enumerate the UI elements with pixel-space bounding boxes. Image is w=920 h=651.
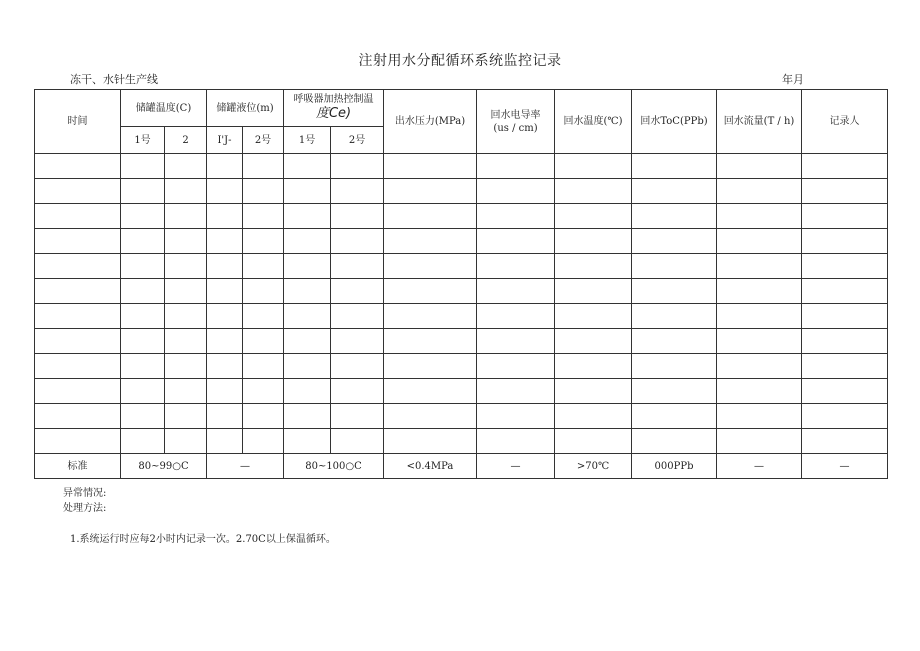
record-cell[interactable] [331, 354, 384, 379]
record-cell[interactable] [284, 329, 331, 354]
record-cell[interactable] [35, 254, 121, 279]
abnormal-situation-label: 异常情况: [63, 488, 107, 499]
record-cell[interactable] [555, 204, 632, 229]
record-cell[interactable] [802, 354, 888, 379]
monitoring-log-table [34, 89, 888, 479]
standard-recorder: — [802, 454, 888, 479]
record-cell[interactable] [331, 279, 384, 304]
record-cell[interactable] [121, 179, 165, 204]
record-cell[interactable] [632, 329, 717, 354]
record-cell[interactable] [331, 254, 384, 279]
production-line-label: 冻干、水针生产线 [70, 73, 158, 86]
record-cell[interactable] [632, 404, 717, 429]
record-cell[interactable] [243, 254, 284, 279]
record-cell[interactable] [802, 204, 888, 229]
record-cell[interactable] [207, 279, 243, 304]
date-label: 年月 [782, 73, 804, 86]
subheader-tank-temp-1: 1号 [121, 127, 165, 154]
record-cell[interactable] [121, 154, 165, 179]
record-cell[interactable] [165, 279, 207, 304]
record-cell[interactable] [35, 354, 121, 379]
record-cell[interactable] [165, 429, 207, 454]
record-cell[interactable] [632, 154, 717, 179]
return-conductivity-line1: 回水电导率 [490, 109, 541, 121]
record-cell[interactable] [165, 179, 207, 204]
record-cell[interactable] [121, 304, 165, 329]
record-cell[interactable] [165, 204, 207, 229]
standard-tank-temp: 80~99○C [121, 454, 207, 479]
instruction-note: 1.系统运行时应每2小时内记录一次。2.70C以上保温循环。 [70, 534, 336, 545]
record-cell[interactable] [284, 354, 331, 379]
record-cell[interactable] [632, 429, 717, 454]
record-cell[interactable] [165, 354, 207, 379]
record-cell[interactable] [35, 379, 121, 404]
record-cell[interactable] [165, 379, 207, 404]
record-cell[interactable] [207, 329, 243, 354]
blank-record-rows [35, 154, 888, 454]
record-cell[interactable] [802, 404, 888, 429]
record-cell[interactable] [632, 204, 717, 229]
record-cell[interactable] [284, 154, 331, 179]
standard-breather-temp: 80~100○C [284, 454, 384, 479]
record-cell[interactable] [243, 204, 284, 229]
record-cell[interactable] [331, 229, 384, 254]
record-cell[interactable] [331, 329, 384, 354]
record-cell[interactable] [121, 279, 165, 304]
record-cell[interactable] [555, 254, 632, 279]
record-cell[interactable] [384, 254, 477, 279]
record-cell[interactable] [121, 329, 165, 354]
record-cell[interactable] [331, 304, 384, 329]
record-cell[interactable] [717, 229, 802, 254]
record-cell[interactable] [632, 229, 717, 254]
record-cell[interactable] [384, 204, 477, 229]
record-cell[interactable] [165, 329, 207, 354]
record-cell[interactable] [331, 379, 384, 404]
record-cell[interactable] [477, 404, 555, 429]
record-cell[interactable] [207, 379, 243, 404]
record-cell[interactable] [802, 279, 888, 304]
record-cell[interactable] [555, 429, 632, 454]
header-return-conductivity [477, 90, 555, 154]
record-cell[interactable] [384, 354, 477, 379]
record-cell[interactable] [477, 304, 555, 329]
record-cell[interactable] [632, 379, 717, 404]
record-cell[interactable] [284, 254, 331, 279]
standard-return-toc: 000PPb [632, 454, 717, 479]
record-cell[interactable] [384, 154, 477, 179]
record-cell[interactable] [331, 179, 384, 204]
record-cell[interactable] [477, 204, 555, 229]
record-cell[interactable] [207, 304, 243, 329]
record-row [35, 404, 888, 429]
record-cell[interactable] [331, 204, 384, 229]
record-cell[interactable] [717, 329, 802, 354]
standard-label: 标准 [35, 454, 121, 479]
record-cell[interactable] [35, 329, 121, 354]
record-row [35, 329, 888, 354]
record-cell[interactable] [555, 179, 632, 204]
record-cell[interactable] [243, 404, 284, 429]
handling-method-label: 处理方法: [63, 503, 107, 514]
record-cell[interactable] [165, 304, 207, 329]
record-cell[interactable] [35, 204, 121, 229]
record-cell[interactable] [632, 179, 717, 204]
record-cell[interactable] [35, 279, 121, 304]
record-cell[interactable] [243, 229, 284, 254]
record-cell[interactable] [207, 354, 243, 379]
record-cell[interactable] [384, 279, 477, 304]
record-row [35, 379, 888, 404]
record-cell[interactable] [802, 429, 888, 454]
record-cell[interactable] [121, 254, 165, 279]
record-cell[interactable] [802, 379, 888, 404]
record-row [35, 304, 888, 329]
record-cell[interactable] [284, 179, 331, 204]
subheader-tank-level-1: I'J- [207, 127, 243, 154]
record-cell[interactable] [207, 154, 243, 179]
return-conductivity-line2: (us / cm) [493, 122, 538, 134]
record-cell[interactable] [284, 404, 331, 429]
record-cell[interactable] [243, 354, 284, 379]
page-title: 注射用水分配循环系统监控记录 [358, 53, 562, 69]
header-tank-level: 储罐液位(m) [207, 90, 284, 127]
record-cell[interactable] [207, 404, 243, 429]
standard-return-conductivity: — [477, 454, 555, 479]
record-cell[interactable] [477, 379, 555, 404]
header-breather-temp [284, 90, 384, 127]
record-cell[interactable] [717, 279, 802, 304]
record-cell[interactable] [121, 379, 165, 404]
record-cell[interactable] [284, 279, 331, 304]
record-cell[interactable] [35, 429, 121, 454]
record-cell[interactable] [243, 379, 284, 404]
header-tank-temp: 储罐温度(C) [121, 90, 207, 127]
record-row [35, 204, 888, 229]
record-row [35, 154, 888, 179]
record-cell[interactable] [243, 304, 284, 329]
record-cell[interactable] [243, 179, 284, 204]
standard-tank-level: — [207, 454, 284, 479]
record-cell[interactable] [121, 204, 165, 229]
breather-temp-line1: 呼吸器加热控制温 [293, 94, 374, 106]
record-cell[interactable] [717, 404, 802, 429]
record-row [35, 354, 888, 379]
subheader-breather-1: 1号 [284, 127, 331, 154]
record-cell[interactable] [331, 154, 384, 179]
record-cell[interactable] [477, 254, 555, 279]
header-return-flow: 回水流量(T / h) [717, 90, 802, 154]
record-cell[interactable] [243, 429, 284, 454]
record-cell[interactable] [477, 279, 555, 304]
record-cell[interactable] [121, 229, 165, 254]
record-cell[interactable] [477, 154, 555, 179]
record-cell[interactable] [555, 404, 632, 429]
record-cell[interactable] [284, 304, 331, 329]
record-cell[interactable] [477, 229, 555, 254]
record-cell[interactable] [384, 404, 477, 429]
record-cell[interactable] [384, 179, 477, 204]
record-cell[interactable] [632, 254, 717, 279]
record-cell[interactable] [35, 179, 121, 204]
record-cell[interactable] [802, 254, 888, 279]
header-outlet-pressure: 出水压力(MPa) [384, 90, 477, 154]
record-cell[interactable] [555, 354, 632, 379]
record-cell[interactable] [35, 404, 121, 429]
record-cell[interactable] [477, 329, 555, 354]
record-cell[interactable] [121, 354, 165, 379]
record-cell[interactable] [284, 229, 331, 254]
record-cell[interactable] [35, 229, 121, 254]
subheader-breather-2: 2号 [331, 127, 384, 154]
record-cell[interactable] [555, 304, 632, 329]
record-cell[interactable] [207, 429, 243, 454]
record-cell[interactable] [243, 154, 284, 179]
record-cell[interactable] [165, 254, 207, 279]
record-cell[interactable] [555, 279, 632, 304]
record-row [35, 229, 888, 254]
record-cell[interactable] [802, 229, 888, 254]
record-row [35, 179, 888, 204]
record-cell[interactable] [165, 229, 207, 254]
record-cell[interactable] [802, 154, 888, 179]
standard-outlet-pressure: <0.4MPa [384, 454, 477, 479]
subheader-tank-level-2: 2号 [243, 127, 284, 154]
standard-return-flow: — [717, 454, 802, 479]
record-cell[interactable] [35, 304, 121, 329]
record-cell[interactable] [632, 304, 717, 329]
record-cell[interactable] [165, 154, 207, 179]
record-cell[interactable] [121, 404, 165, 429]
header-return-toc: 回水ToC(PPb) [632, 90, 717, 154]
record-cell[interactable] [555, 154, 632, 179]
record-cell[interactable] [284, 379, 331, 404]
record-cell[interactable] [384, 379, 477, 404]
record-row [35, 429, 888, 454]
record-cell[interactable] [717, 154, 802, 179]
record-row [35, 279, 888, 304]
record-cell[interactable] [284, 429, 331, 454]
record-cell[interactable] [717, 254, 802, 279]
record-cell[interactable] [384, 329, 477, 354]
record-cell[interactable] [165, 404, 207, 429]
record-cell[interactable] [384, 229, 477, 254]
header-return-temp: 回水温度(℃) [555, 90, 632, 154]
record-cell[interactable] [331, 404, 384, 429]
record-cell[interactable] [477, 354, 555, 379]
record-cell[interactable] [717, 179, 802, 204]
record-cell[interactable] [121, 429, 165, 454]
record-cell[interactable] [717, 354, 802, 379]
record-cell[interactable] [717, 379, 802, 404]
record-cell[interactable] [555, 379, 632, 404]
record-cell[interactable] [284, 204, 331, 229]
subheader-tank-temp-2: 2 [165, 127, 207, 154]
breather-temp-line2: 度Ce) [315, 106, 352, 122]
record-row [35, 254, 888, 279]
record-cell[interactable] [207, 254, 243, 279]
record-cell[interactable] [717, 429, 802, 454]
record-cell[interactable] [207, 204, 243, 229]
record-cell[interactable] [477, 179, 555, 204]
record-cell[interactable] [384, 304, 477, 329]
record-cell[interactable] [207, 229, 243, 254]
header-time: 时间 [35, 90, 121, 154]
record-cell[interactable] [331, 429, 384, 454]
record-cell[interactable] [35, 154, 121, 179]
record-cell[interactable] [802, 329, 888, 354]
record-cell[interactable] [717, 304, 802, 329]
record-cell[interactable] [632, 279, 717, 304]
standard-return-temp: >70℃ [555, 454, 632, 479]
record-cell[interactable] [243, 329, 284, 354]
record-cell[interactable] [632, 354, 717, 379]
record-cell[interactable] [555, 229, 632, 254]
standard-row [35, 454, 888, 479]
record-cell[interactable] [717, 204, 802, 229]
record-cell[interactable] [477, 429, 555, 454]
header-recorder: 记录人 [802, 90, 888, 154]
record-cell[interactable] [384, 429, 477, 454]
record-cell[interactable] [802, 179, 888, 204]
record-cell[interactable] [802, 304, 888, 329]
record-cell[interactable] [555, 329, 632, 354]
record-cell[interactable] [243, 279, 284, 304]
record-cell[interactable] [207, 179, 243, 204]
